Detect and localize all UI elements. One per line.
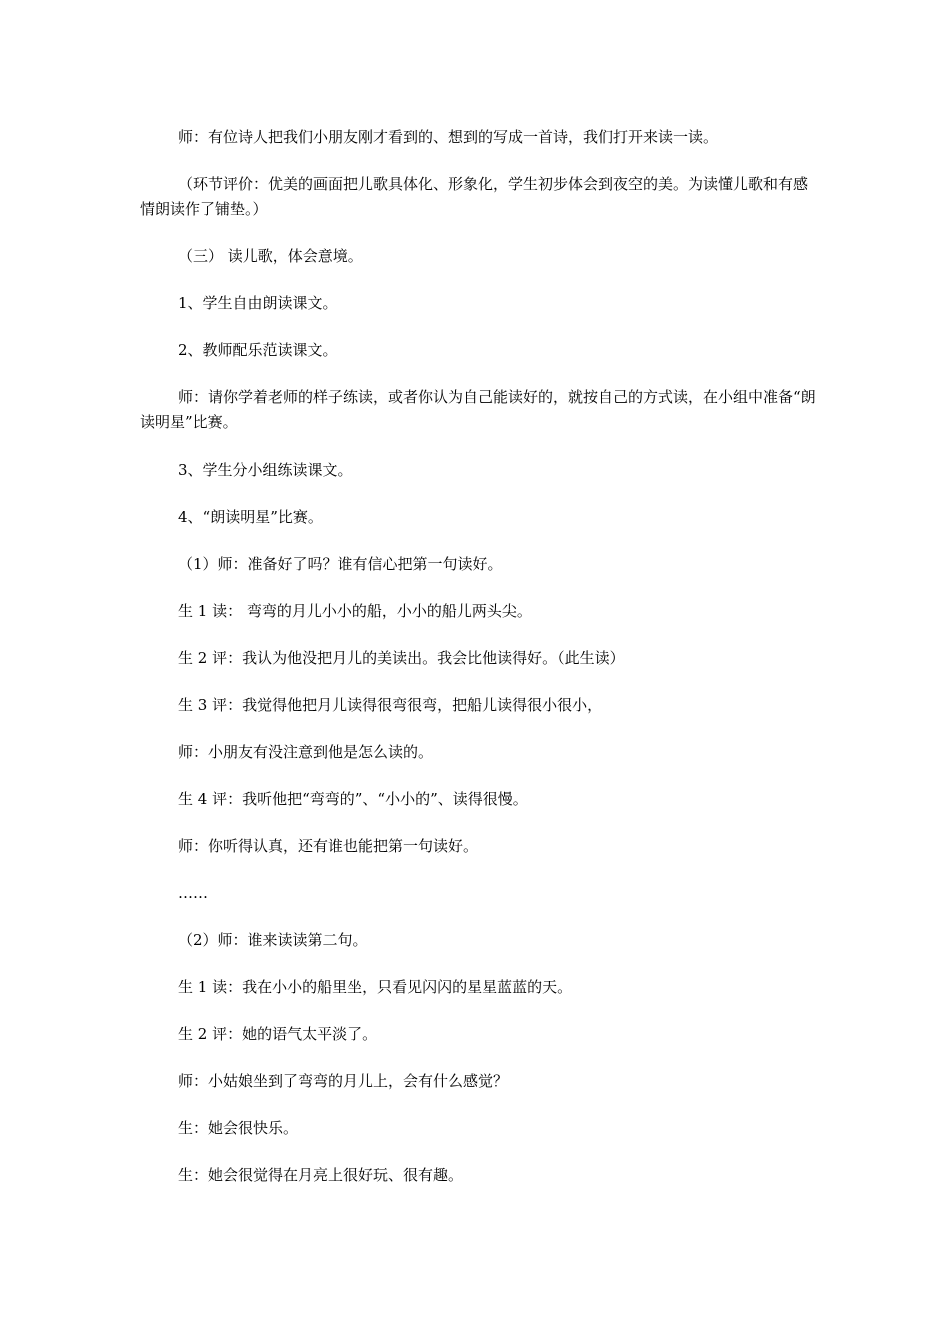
dialogue-line: （1）师：准备好了吗？谁有信心把第一句读好。 — [178, 555, 503, 573]
step-1: 1、学生自由朗读课文。 — [178, 294, 338, 312]
dialogue-line: 师：小姑娘坐到了弯弯的月儿上，会有什么感觉？ — [178, 1072, 509, 1090]
step-4: 4、“朗读明星”比赛。 — [178, 508, 323, 526]
dialogue-line: 生：她会很觉得在月亮上很好玩、很有趣。 — [178, 1166, 464, 1184]
dialogue-line: 师：小朋友有没注意到他是怎么读的。 — [178, 743, 434, 761]
dialogue-line: 师：你听得认真，还有谁也能把第一句读好。 — [178, 837, 479, 855]
paragraph-teacher-intro: 师：有位诗人把我们小朋友刚才看到的、想到的写成一首诗，我们打开来读一读。 — [178, 128, 719, 146]
dialogue-line: 生 2 评：她的语气太平淡了。 — [178, 1025, 378, 1043]
dialogue-line: 生 1 读：我在小小的船里坐，只看见闪闪的星星蓝蓝的天。 — [178, 978, 573, 996]
dialogue-line: 生 1 读： 弯弯的月儿小小的船，小小的船儿两头尖。 — [178, 602, 532, 620]
dialogue-line: 生：她会很快乐。 — [178, 1119, 299, 1137]
paragraph-teacher-instruction: 师：请你学着老师的样子练读，或者你认为自己能读好的，就按自己的方式读，在小组中准备“朗读明星”比赛。 — [140, 388, 816, 431]
dialogue-line: 生 2 评：我认为他没把月儿的美读出。我会比他读得好。（此生读） — [178, 649, 625, 667]
dialogue-line: 生 3 评：我觉得他把月儿读得很弯很弯，把船儿读得很小很小， — [178, 696, 603, 714]
dialogue-line: 生 4 评：我听他把“弯弯的”、“小小的”、读得很慢。 — [178, 790, 528, 808]
section-heading-3: （三） 读儿歌，体会意境。 — [178, 247, 363, 265]
dialogue-line: （2）师：谁来读读第二句。 — [178, 931, 368, 949]
step-3: 3、学生分小组练读课文。 — [178, 461, 353, 479]
ellipsis: …… — [178, 884, 208, 902]
step-2: 2、教师配乐范读课文。 — [178, 341, 338, 359]
paragraph-stage-evaluation: （环节评价：优美的画面把儿歌具体化、形象化，学生初步体会到夜空的美。为读懂儿歌和有感情朗读作了铺垫。） — [140, 175, 809, 218]
